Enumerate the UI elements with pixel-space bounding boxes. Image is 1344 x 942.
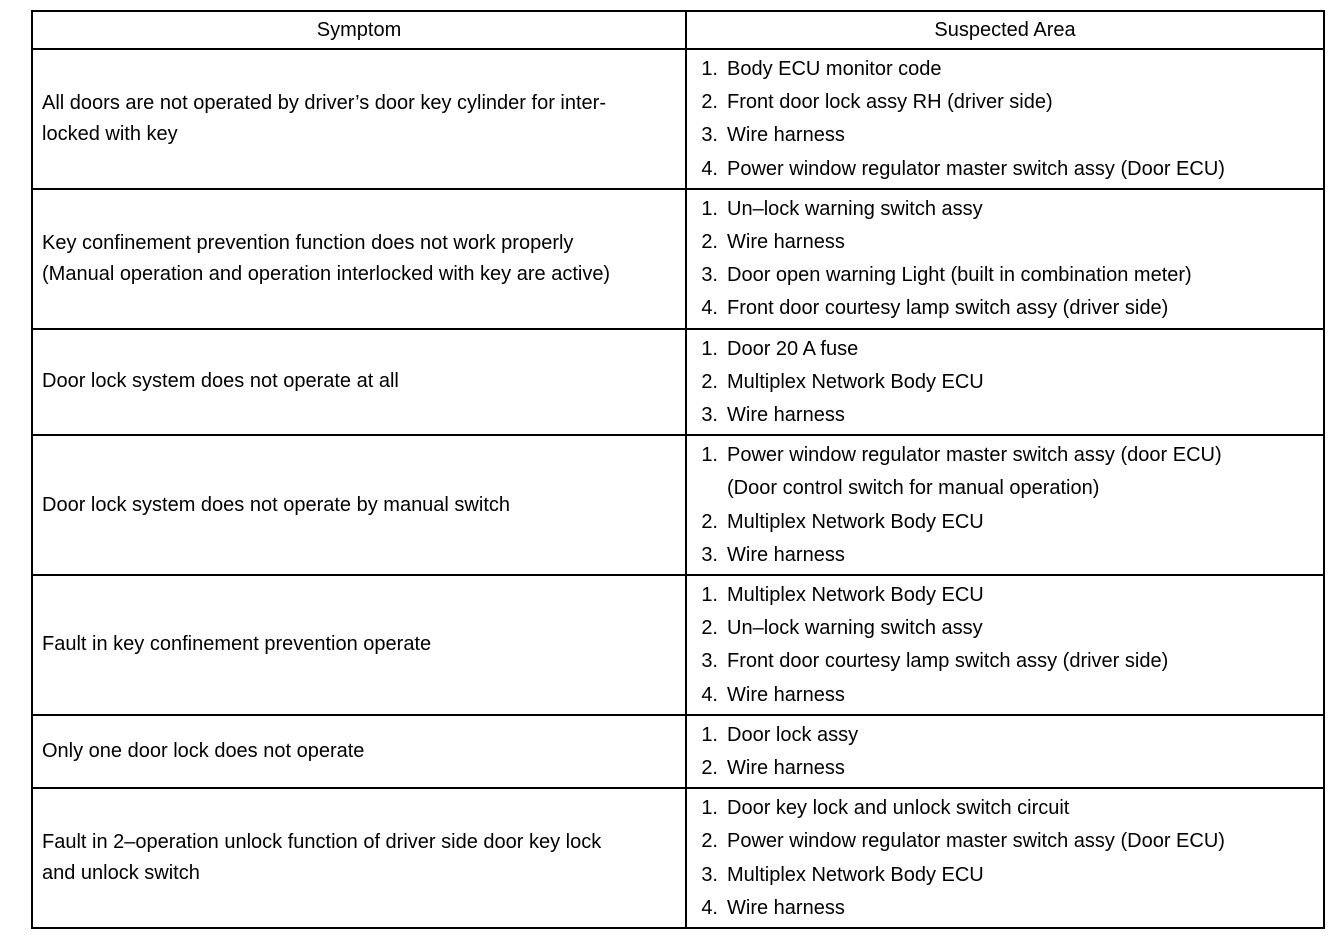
item-text: Power window regulator master switch assy (Door ECU) <box>727 830 1225 853</box>
item-text: Multiplex Network Body ECU <box>727 584 984 607</box>
item-number: 2. <box>701 91 718 114</box>
item-number: 1. <box>701 797 718 820</box>
item-number: 2. <box>701 830 718 853</box>
item-text: Door lock assy <box>727 723 859 746</box>
suspected-area-list <box>687 579 1323 712</box>
item-number: 3. <box>701 124 718 147</box>
suspected-area-cell <box>686 715 1324 788</box>
suspected-area-item <box>687 679 1323 712</box>
suspected-area-line <box>687 193 1323 226</box>
suspected-area-line <box>687 399 1323 432</box>
suspected-area-line <box>687 719 1323 752</box>
suspected-area-header: Suspected Area <box>686 11 1324 49</box>
item-number: 1. <box>701 584 718 607</box>
item-number: 4. <box>701 297 718 320</box>
suspected-area-list <box>687 719 1323 785</box>
item-number: 3. <box>701 543 718 566</box>
symptom-text-line: (Manual operation and operation interlocked with key are active) <box>42 262 611 285</box>
table-row <box>32 435 1324 575</box>
suspected-area-cell <box>686 435 1324 575</box>
suspected-area-cell <box>686 329 1324 436</box>
item-number: 2. <box>701 370 718 393</box>
suspected-area-item <box>687 193 1323 226</box>
item-number: 3. <box>701 863 718 886</box>
suspected-area-line <box>687 153 1323 186</box>
suspected-area-item <box>687 53 1323 86</box>
symptom-cell <box>32 715 686 788</box>
suspected-area-list <box>687 439 1323 572</box>
suspected-area-item <box>687 719 1323 752</box>
symptom-cell <box>32 788 686 928</box>
item-text: Door open warning Light (built in combination meter) <box>727 264 1192 287</box>
item-number: 3. <box>701 264 718 287</box>
suspected-area-line <box>687 292 1323 325</box>
symptom-cell <box>32 435 686 575</box>
item-text: Multiplex Network Body ECU <box>727 370 984 393</box>
suspected-area-line <box>687 579 1323 612</box>
suspected-area-line <box>687 679 1323 712</box>
item-number: 4. <box>701 157 718 180</box>
item-text: Wire harness <box>727 683 845 706</box>
suspected-area-line <box>687 825 1323 858</box>
symptom-text-line: Door lock system does not operate at all <box>42 370 399 393</box>
suspected-area-item <box>687 399 1323 432</box>
symptom-text-line: Only one door lock does not operate <box>42 740 365 763</box>
item-text: Wire harness <box>727 231 845 254</box>
symptom-text-line: Door lock system does not operate by manual switch <box>42 493 510 516</box>
suspected-area-item <box>687 292 1323 325</box>
suspected-area-item <box>687 859 1323 892</box>
suspected-area-line <box>687 366 1323 399</box>
suspected-area-item <box>687 506 1323 539</box>
suspected-area-line <box>687 259 1323 292</box>
suspected-area-item <box>687 439 1323 505</box>
suspected-area-line <box>687 53 1323 86</box>
header-row <box>32 11 1324 49</box>
suspected-area-line <box>687 752 1323 785</box>
suspected-area-item <box>687 153 1323 186</box>
item-number: 4. <box>701 683 718 706</box>
suspected-area-line <box>687 645 1323 678</box>
suspected-area-line <box>687 859 1323 892</box>
item-number: 1. <box>701 723 718 746</box>
suspected-area-item <box>687 539 1323 572</box>
item-number: 2. <box>701 231 718 254</box>
item-text: Multiplex Network Body ECU <box>727 510 984 533</box>
table-row <box>32 715 1324 788</box>
item-number: 4. <box>701 896 718 919</box>
suspected-area-line <box>687 86 1323 119</box>
symptom-cell <box>32 575 686 715</box>
suspected-area-item <box>687 579 1323 612</box>
suspected-area-item <box>687 86 1323 119</box>
suspected-area-list <box>687 792 1323 925</box>
symptom-cell <box>32 329 686 436</box>
item-number: 2. <box>701 757 718 780</box>
suspected-area-line <box>687 539 1323 572</box>
symptom-text-line: Key confinement prevention function does not work properly <box>42 231 574 254</box>
suspected-area-line <box>687 439 1323 472</box>
table-row <box>32 788 1324 928</box>
suspected-area-line <box>687 226 1323 259</box>
item-number: 1. <box>701 58 718 80</box>
suspected-area-item <box>687 226 1323 259</box>
item-text: Body ECU monitor code <box>727 58 942 80</box>
suspected-area-item <box>687 119 1323 152</box>
item-text: Front door courtesy lamp switch assy (driver side) <box>727 297 1169 320</box>
item-text: Wire harness <box>727 124 845 147</box>
table-row <box>32 575 1324 715</box>
item-text: Power window regulator master switch assy (door ECU) <box>727 444 1222 467</box>
table-row <box>32 189 1324 329</box>
item-text: Front door lock assy RH (driver side) <box>727 91 1053 114</box>
suspected-area-list <box>687 333 1323 433</box>
table-row <box>32 49 1324 189</box>
suspected-area-item <box>687 333 1323 366</box>
item-text: Wire harness <box>727 543 845 566</box>
table-body <box>32 49 1324 928</box>
item-number: 1. <box>701 197 718 220</box>
item-text: Un–lock warning switch assy <box>727 197 983 220</box>
symptom-header: Symptom <box>32 11 686 49</box>
suspected-area-cell <box>686 788 1324 928</box>
symptom-text-line: Fault in key confinement prevention operate <box>42 633 432 656</box>
suspected-area-line <box>687 333 1323 366</box>
item-text: Wire harness <box>727 757 845 780</box>
symptom-text-line: locked with key <box>42 122 178 145</box>
symptom-cell <box>32 49 686 189</box>
suspected-area-line <box>687 892 1323 925</box>
symptom-text-line: and unlock switch <box>42 862 200 885</box>
symptom-text-line: Fault in 2–operation unlock function of driver side door key lock <box>42 831 602 854</box>
suspected-area-list <box>687 193 1323 326</box>
suspected-area-item <box>687 366 1323 399</box>
suspected-area-item <box>687 259 1323 292</box>
item-number: 2. <box>701 617 718 640</box>
item-text: Front door courtesy lamp switch assy (driver side) <box>727 650 1169 673</box>
suspected-area-line <box>687 506 1323 539</box>
suspected-area-cell <box>686 49 1324 189</box>
table-row <box>32 329 1324 436</box>
item-text: Multiplex Network Body ECU <box>727 863 984 886</box>
item-text: Door key lock and unlock switch circuit <box>727 797 1070 820</box>
item-number: 3. <box>701 404 718 427</box>
suspected-area-item <box>687 825 1323 858</box>
item-number: 1. <box>701 444 718 467</box>
symptom-text-line: All doors are not operated by driver’s door key cylinder for inter- <box>42 91 606 114</box>
suspected-area-cell <box>686 189 1324 329</box>
item-text: Power window regulator master switch assy (Door ECU) <box>727 157 1225 180</box>
suspected-area-item <box>687 792 1323 825</box>
suspected-area-item <box>687 645 1323 678</box>
item-text: Un–lock warning switch assy <box>727 617 983 640</box>
suspected-area-item <box>687 752 1323 785</box>
item-text: Wire harness <box>727 896 845 919</box>
item-number: 2. <box>701 510 718 533</box>
suspected-area-line <box>687 792 1323 825</box>
item-number: 1. <box>701 337 718 360</box>
item-text: Wire harness <box>727 404 845 427</box>
suspected-area-line <box>687 612 1323 645</box>
troubleshooting-table <box>31 10 1325 929</box>
suspected-area-list <box>687 53 1323 186</box>
suspected-area-cell <box>686 575 1324 715</box>
item-text: Door 20 A fuse <box>727 337 859 360</box>
item-number: 3. <box>701 650 718 673</box>
suspected-area-line <box>687 119 1323 152</box>
suspected-area-item <box>687 612 1323 645</box>
symptom-cell <box>32 189 686 329</box>
item-text-continuation: (Door control switch for manual operation) <box>727 477 1100 500</box>
suspected-area-item <box>687 892 1323 925</box>
